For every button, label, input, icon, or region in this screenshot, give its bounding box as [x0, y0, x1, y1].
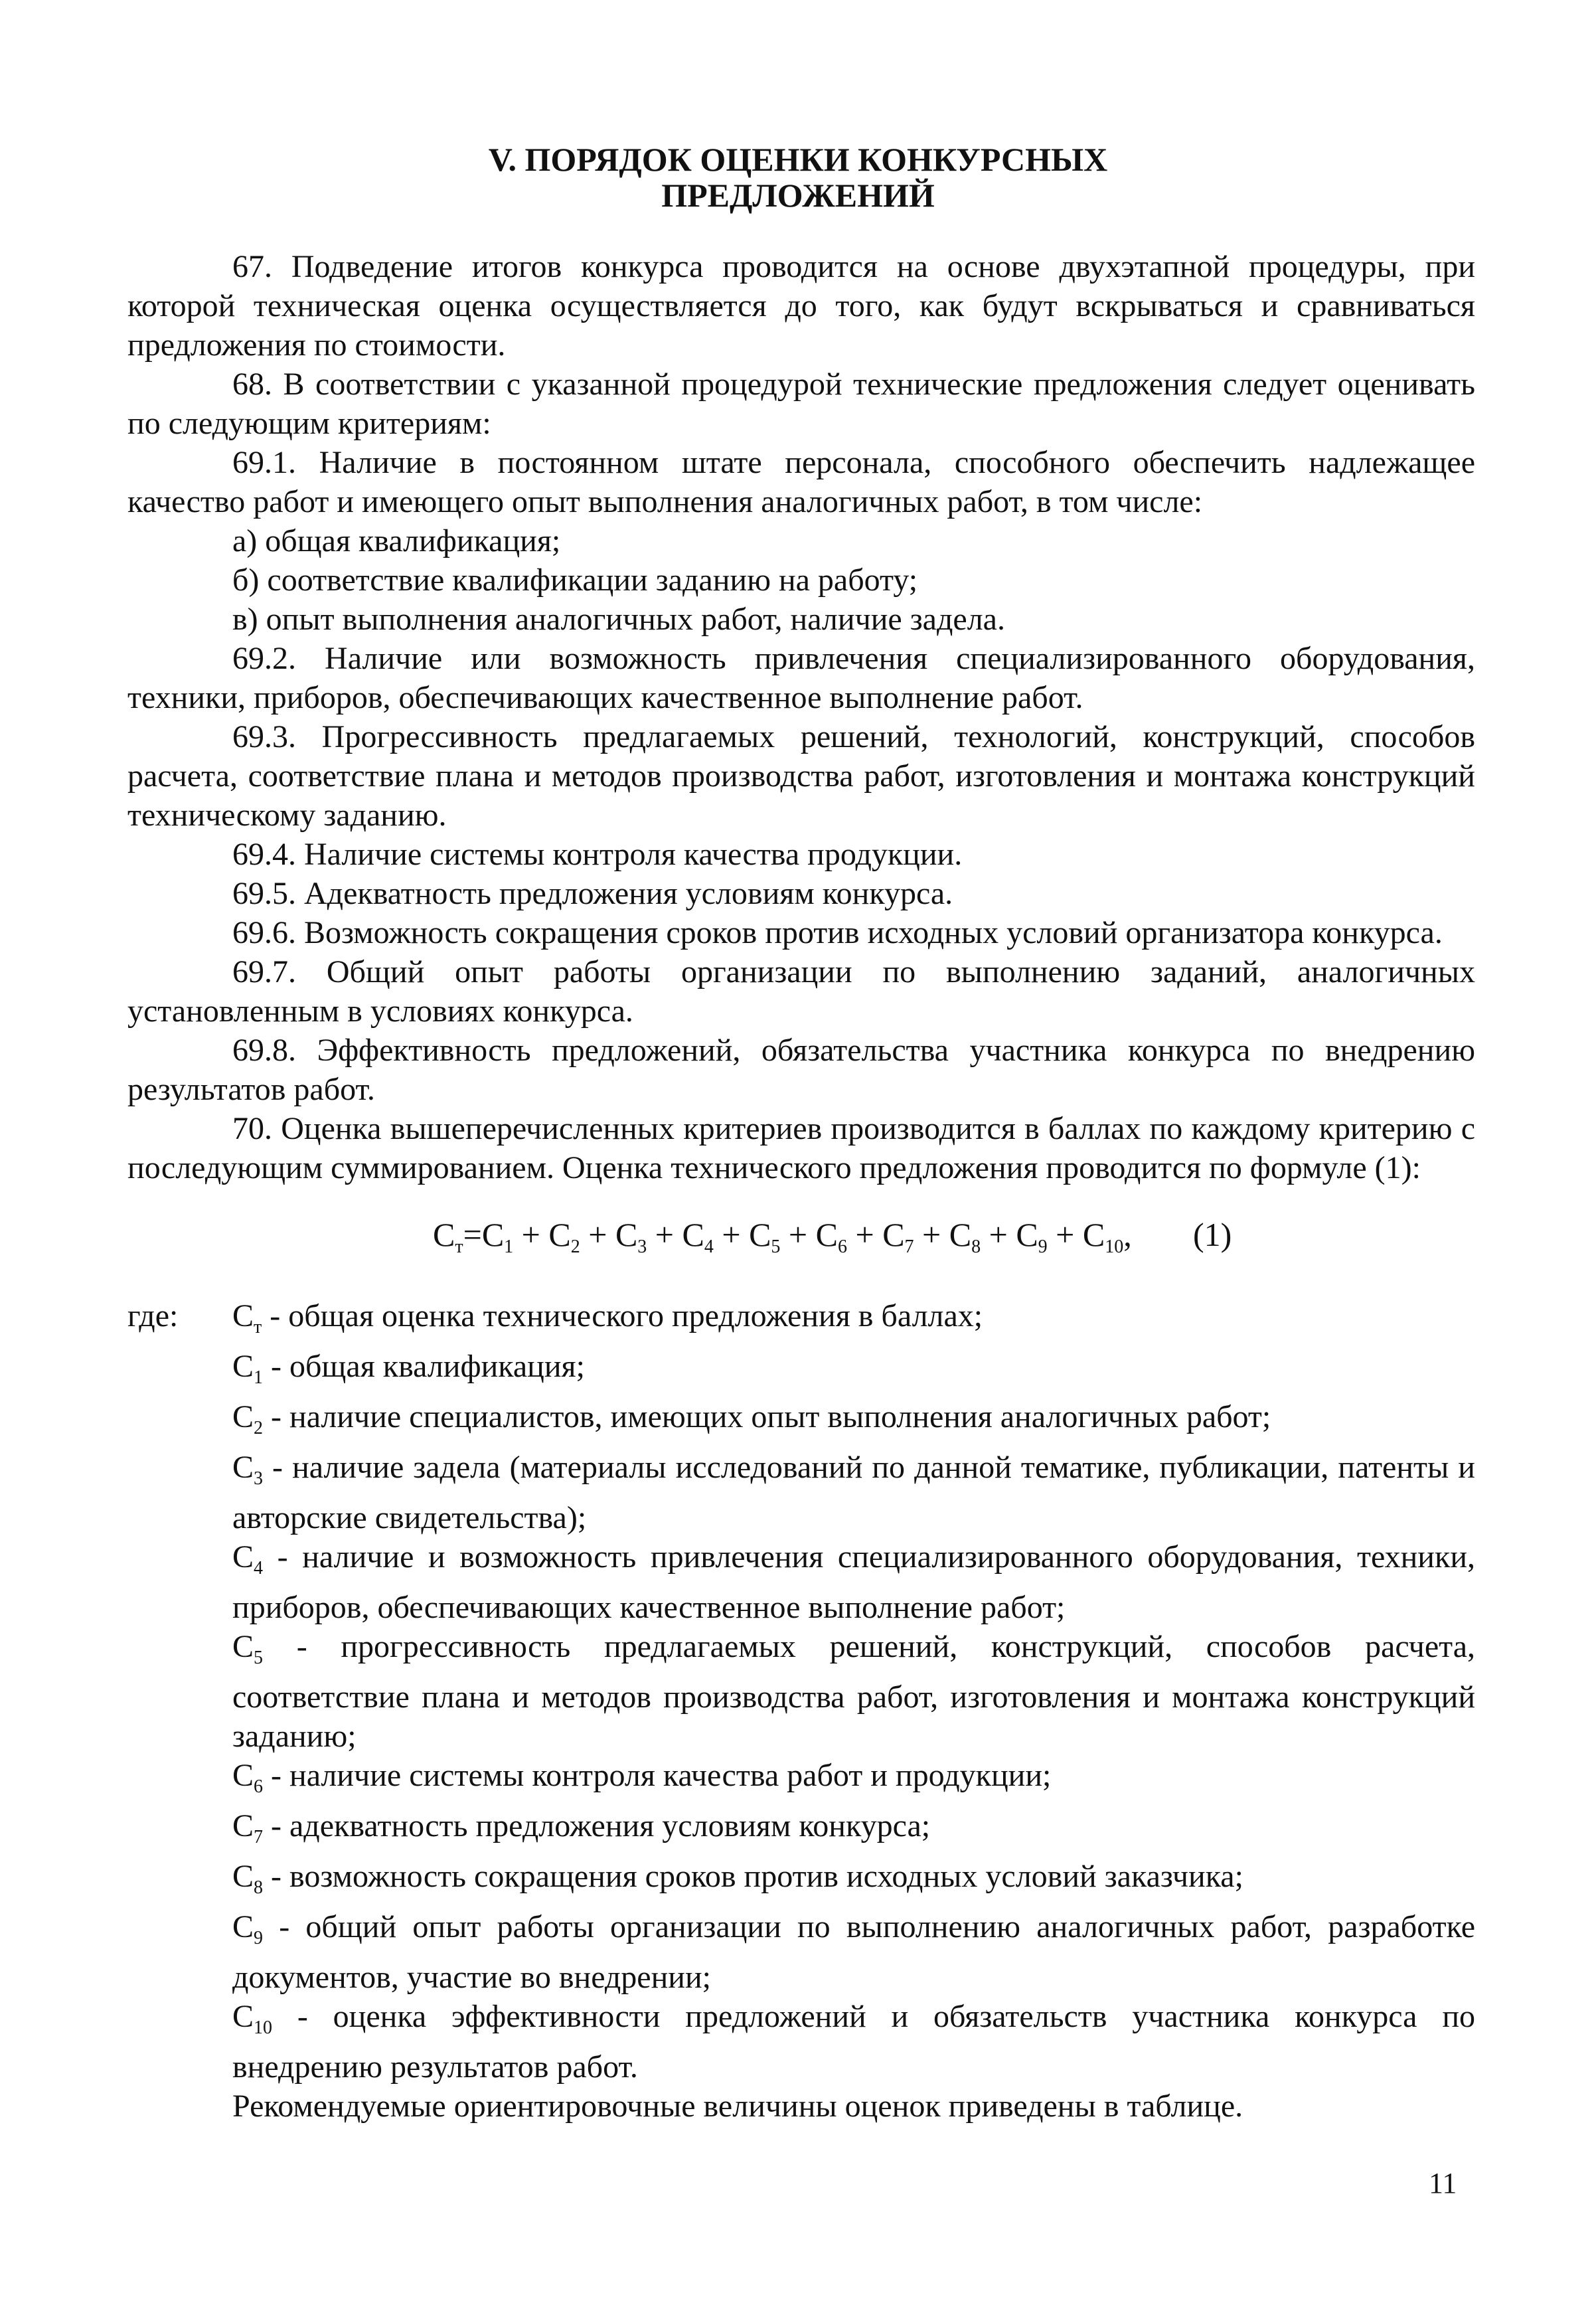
definition-item: [127, 1448, 1475, 1537]
formula-trailing: ,: [1123, 1216, 1132, 1253]
formula-plus: +: [914, 1216, 949, 1253]
list-item-b: б) соответствие квалификации заданию на работу;: [232, 562, 918, 598]
formula-term: C: [548, 1216, 571, 1253]
definition-text: - прогрессивность предлагаемых решений, конструкций, способов расчета, соответствие плана и методов производства работ, изготовления и монтажа конструкций заданию;: [232, 1629, 1475, 1754]
formula-term-subscript: 3: [637, 1237, 647, 1257]
definition-body: [232, 1997, 1475, 2087]
section-title-line-1: V. ПОРЯДОК ОЦЕНКИ КОНКУРСНЫХ: [488, 141, 1108, 178]
formula-term-subscript: 4: [704, 1237, 714, 1257]
formula-plus: +: [780, 1216, 816, 1253]
definition-body: [232, 1627, 1475, 1756]
formula-lhs: C: [433, 1216, 455, 1253]
formula-expression: $C_т=C_1 + C_2 + C_3 + C_4 + C_5 + C_6 + C_7 + C_8 + C_9 + C_{10}$,: [433, 1216, 1132, 1257]
definition-item: [127, 1296, 1475, 1347]
formula-term-subscript: 1: [504, 1237, 514, 1257]
definition-body: [232, 1397, 1475, 1448]
definition-body: [232, 1907, 1475, 1997]
formula-term: C: [815, 1216, 838, 1253]
definition-text: - наличие задела (материалы исследований по данной тематике, публикации, патенты и авторские свидетельства);: [232, 1450, 1475, 1535]
definition-symbol: C: [232, 1629, 254, 1664]
formula-term-subscript: 2: [570, 1237, 580, 1257]
formula-lhs-subscript: т: [455, 1237, 463, 1257]
definition-item: [127, 1627, 1475, 1756]
formula-term-subscript: 6: [837, 1237, 847, 1257]
paragraph-67: 67. Подведение итогов конкурса проводится на основе двухэтапной процедуры, при которой техническая оценка осуществляется до того, как будут вскрываться и сравниваться предложения по стоимости.: [127, 249, 1475, 363]
definition-item: [127, 1537, 1475, 1627]
formula-term: C: [882, 1216, 905, 1253]
paragraph-70: 70. Оценка вышеперечисленных критериев производится в баллах по каждому критерию с последующим суммированием. Оценка технического предложения проводится по формуле (1):: [127, 1111, 1475, 1185]
paragraph-69-1: 69.1. Наличие в постоянном штате персонала, способного обеспечить надлежащее качество работ и имеющего опыт выполнения аналогичных работ, в том числе:: [127, 445, 1475, 519]
formula-term-subscript: 10: [1105, 1237, 1124, 1257]
definition-text: - наличие системы контроля качества работ и продукции;: [263, 1758, 1052, 1793]
paragraph-69-4: 69.4. Наличие системы контроля качества продукции.: [232, 837, 963, 872]
definition-subscript: 2: [254, 1418, 264, 1438]
definition-lead: [127, 1806, 232, 1857]
definition-text: - наличие и возможность привлечения специализированного оборудования, техники, приборов, обеспечивающих качественное выполнение работ;: [232, 1539, 1475, 1625]
definition-body: [232, 1857, 1475, 1907]
paragraph-69-5: 69.5. Адекватность предложения условиям конкурса.: [232, 876, 953, 911]
definition-lead: [127, 1627, 232, 1756]
page-number: 11: [1429, 2167, 1457, 2199]
definition-text: - общая оценка технического предложения в баллах;: [262, 1298, 983, 1333]
definition-subscript: 10: [254, 2017, 273, 2038]
definition-text: - адекватность предложения условиям конкурса;: [263, 1808, 931, 1843]
definition-lead: [127, 1347, 232, 1397]
definition-item: [127, 1397, 1475, 1448]
list-item-v: в) опыт выполнения аналогичных работ, наличие задела.: [232, 602, 1005, 637]
definition-body: [232, 1448, 1475, 1537]
definition-text: - общая квалификация;: [263, 1349, 585, 1384]
paragraph-68: 68. В соответствии с указанной процедурой технические предложения следует оценивать по следующим критериям:: [127, 367, 1475, 441]
formula-plus: +: [713, 1216, 750, 1253]
definition-symbol: C: [232, 1808, 254, 1843]
paragraph-69-8: 69.8. Эффективность предложений, обязательства участника конкурса по внедрению результатов работ.: [127, 1033, 1475, 1107]
formula-term: C: [1016, 1216, 1038, 1253]
definition-item: [127, 1806, 1475, 1857]
formula-plus: +: [981, 1216, 1016, 1253]
definition-symbol: C: [232, 1298, 254, 1333]
definition-lead: [127, 1448, 232, 1537]
definition-item: [127, 1756, 1475, 1806]
definition-symbol: C: [232, 1539, 254, 1575]
definition-lead: [127, 1756, 232, 1806]
paragraph-69-3: 69.3. Прогрессивность предлагаемых решений, технологий, конструкций, способов расчета, соответствие плана и методов производства работ, изготовления и монтажа конструкций техническому заданию.: [127, 719, 1475, 833]
definition-subscript: 8: [254, 1877, 264, 1898]
formula-term: C: [749, 1216, 771, 1253]
definition-subscript: 3: [254, 1468, 264, 1489]
definition-body: [232, 1756, 1475, 1806]
definition-subscript: 5: [254, 1648, 264, 1668]
formula-term-subscript: 8: [971, 1237, 981, 1257]
definition-symbol: C: [232, 1999, 254, 2034]
definition-symbol: C: [232, 1758, 254, 1793]
definition-body: [232, 1347, 1475, 1397]
definition-item: [127, 1907, 1475, 1997]
paragraph-69-6: 69.6. Возможность сокращения сроков против исходных условий организатора конкурса.: [232, 915, 1443, 950]
formula-term: C: [682, 1216, 704, 1253]
formula-plus: +: [580, 1216, 615, 1253]
definition-symbol: C: [232, 1909, 254, 1944]
definition-text: - наличие специалистов, имеющих опыт выполнения аналогичных работ;: [263, 1399, 1271, 1434]
definition-subscript: 9: [254, 1928, 264, 1948]
formula-term-subscript: 9: [1038, 1237, 1048, 1257]
definition-lead: [127, 1397, 232, 1448]
formula-term: C: [481, 1216, 505, 1253]
definition-text: - общий опыт работы организации по выполнению аналогичных работ, разработке документов, участие во внедрении;: [232, 1909, 1475, 1995]
list-item-a: а) общая квалификация;: [232, 523, 561, 558]
definition-lead: [127, 1907, 232, 1997]
where-label: где:: [127, 1298, 179, 1333]
document-body: [127, 247, 1475, 2126]
formula-plus: +: [1047, 1216, 1083, 1253]
definition-body: [232, 1806, 1475, 1857]
formula-term-subscript: 5: [771, 1237, 781, 1257]
definition-symbol: C: [232, 1349, 254, 1384]
formula-term: C: [949, 1216, 972, 1253]
definition-subscript: т: [254, 1317, 262, 1337]
definition-subscript: 7: [254, 1827, 264, 1847]
definition-subscript: 4: [254, 1558, 264, 1579]
definition-subscript: 6: [254, 1776, 264, 1797]
definition-body: [232, 1537, 1475, 1627]
paragraph-69-7: 69.7. Общий опыт работы организации по выполнению заданий, аналогичных установленным в условиях конкурса.: [127, 954, 1475, 1029]
formula-term-subscript: 7: [904, 1237, 914, 1257]
formula-terms: [481, 1216, 1124, 1257]
definition-body: [232, 1296, 1475, 1347]
definitions-list: [127, 1296, 1475, 2087]
formula-number: (1): [1193, 1216, 1232, 1253]
definition-text: - оценка эффективности предложений и обязательств участника конкурса по внедрению результатов работ.: [232, 1999, 1475, 2085]
formula-term: C: [1082, 1216, 1105, 1253]
definition-lead: [127, 1537, 232, 1627]
closing-paragraph: Рекомендуемые ориентировочные величины оценок приведены в таблице.: [232, 2089, 1243, 2124]
definition-symbol: C: [232, 1399, 254, 1434]
formula-term: C: [615, 1216, 638, 1253]
definition-lead: [127, 1997, 232, 2087]
definition-item: [127, 1857, 1475, 1907]
definition-subscript: 1: [254, 1367, 264, 1388]
formula-plus: +: [846, 1216, 883, 1253]
definition-text: - возможность сокращения сроков против исходных условий заказчика;: [263, 1859, 1243, 1894]
definition-item: [127, 1997, 1475, 2087]
definition-symbol: C: [232, 1450, 254, 1485]
formula-plus: +: [647, 1216, 682, 1253]
paragraph-69-2: 69.2. Наличие или возможность привлечения специализированного оборудования, техники, приборов, обеспечивающих качественное выполнение работ.: [127, 641, 1475, 715]
formula-plus: +: [513, 1216, 549, 1253]
definition-item: [127, 1347, 1475, 1397]
formula-block: [127, 1187, 1475, 1296]
section-title-line-2: ПРЕДЛОЖЕНИЙ: [661, 177, 935, 214]
definition-symbol: C: [232, 1859, 254, 1894]
definition-lead: [127, 1857, 232, 1907]
